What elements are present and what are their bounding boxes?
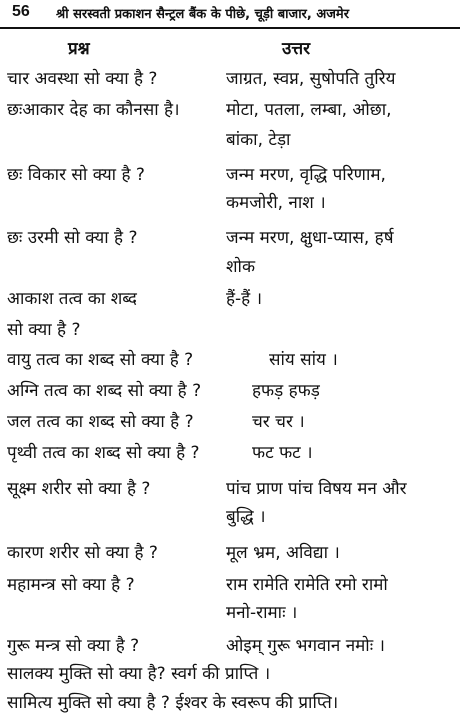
column-header-answer: उत्तर bbox=[282, 39, 311, 59]
question-text: सो क्या है ? bbox=[7, 320, 81, 340]
question-text: कारण शरीर सो क्या है ? bbox=[7, 543, 158, 563]
question-text: आकाश तत्व का शब्द bbox=[7, 289, 137, 309]
question-text: सूक्ष्म शरीर सो क्या है ? bbox=[7, 479, 151, 499]
question-text: छः विकार सो क्या है ? bbox=[7, 165, 145, 185]
answer-text: शोक bbox=[226, 257, 256, 277]
page-number: 56 bbox=[12, 3, 30, 20]
answer-text: हफड़ हफड़ bbox=[252, 381, 320, 401]
answer-text: जाग्रत, स्वप्न, सुषोपति तुरिय bbox=[226, 69, 396, 89]
answer-text: फट फट । bbox=[252, 443, 313, 463]
question-text: जल तत्व का शब्द सो क्या है ? bbox=[7, 412, 194, 432]
question-text: छः उरमी सो क्या है ? bbox=[7, 228, 138, 248]
answer-text: कमजोरी, नाश । bbox=[226, 193, 326, 213]
answer-text: हैं-हैं । bbox=[226, 289, 263, 309]
answer-text: राम रामेति रामेति रमो रामो bbox=[226, 575, 388, 595]
question-text: अग्नि तत्व का शब्द सो क्या है ? bbox=[7, 381, 202, 401]
question-text: चार अवस्था सो क्या है ? bbox=[7, 69, 158, 89]
answer-text: बांका, टेड़ा bbox=[226, 130, 291, 150]
answer-text: पांच प्राण पांच विषय मन और bbox=[226, 479, 407, 499]
running-header bbox=[0, 0, 460, 29]
answer-text: जन्म मरण, वृद्धि परिणाम, bbox=[226, 165, 386, 185]
answer-text: ओइम् गुरू भगवान नमोः । bbox=[226, 636, 385, 656]
column-header-question: प्रश्न bbox=[68, 39, 90, 59]
question-text: छःआकार देह का कौनसा है। bbox=[7, 100, 180, 120]
answer-text: चर चर । bbox=[252, 412, 305, 432]
question-text: महामन्त्र सो क्या है ? bbox=[7, 575, 135, 595]
question-text: सामित्य मुक्ति सो क्या है ? ईश्वर के स्वरूप की प्राप्ति। bbox=[7, 693, 339, 713]
question-text: वायु तत्व का शब्द सो क्या है ? bbox=[7, 350, 194, 370]
answer-text: मोटा, पतला, लम्बा, ओछा, bbox=[226, 100, 392, 120]
answer-text: जन्म मरण, क्षुधा-प्यास, हर्ष bbox=[226, 228, 394, 248]
question-text: गुरू मन्त्र सो क्या है ? bbox=[7, 636, 140, 656]
answer-text: मनो-रामाः । bbox=[226, 603, 298, 623]
answer-text: मूल भ्रम, अविद्या । bbox=[226, 543, 340, 563]
answer-text: सांय सांय । bbox=[269, 350, 338, 370]
question-text: पृथ्वी तत्व का शब्द सो क्या है ? bbox=[7, 443, 200, 463]
answer-text: बुद्धि । bbox=[226, 507, 266, 527]
question-text: सालक्य मुक्ति सो क्या है? स्वर्ग की प्राप्ति । bbox=[7, 664, 271, 684]
running-head-text: श्री सरस्वती प्रकाशन सैन्ट्रल बैंक के पीछे, चूड़ी बाजार, अजमेर bbox=[56, 7, 350, 22]
